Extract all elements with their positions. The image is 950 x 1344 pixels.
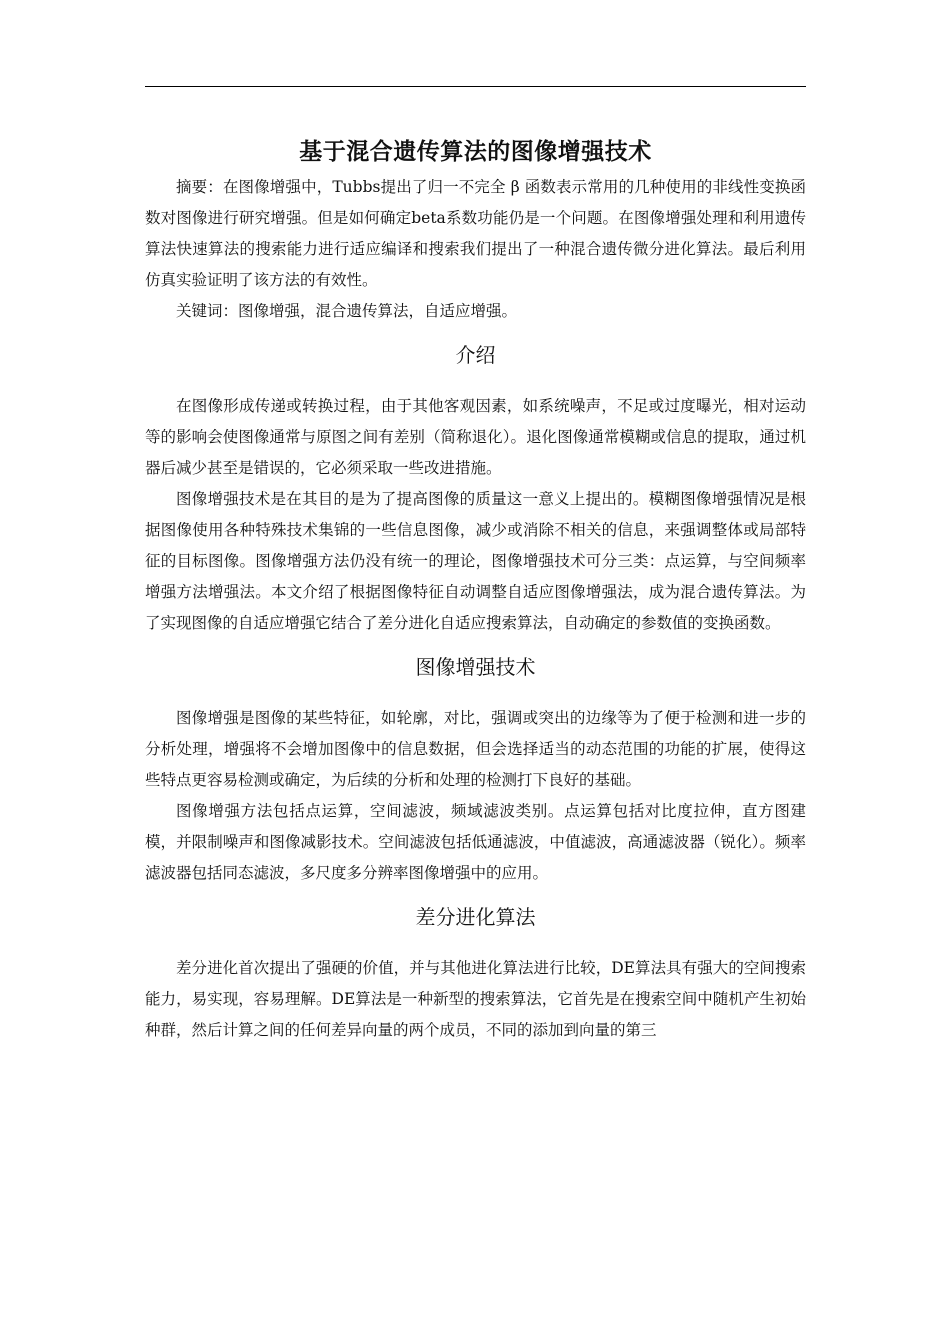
body-paragraph: 在图像形成传递或转换过程，由于其他客观因素，如系统噪声，不足或过度曝光，相对运动等的影响会使图像通常与原图之间有差别（简称退化）。退化图像通常模糊或信息的提取，通过机器后减少甚至是错误的，它必须采取一些改进措施。 [145, 397, 806, 477]
section-differential-evolution [145, 899, 806, 1046]
keywords-paragraph: 关键词：图像增强，混合遗传算法，自适应增强。 [176, 302, 518, 320]
document-body [145, 132, 806, 1046]
section-image-enhancement [145, 649, 806, 889]
section-introduction [145, 337, 806, 639]
body-paragraph: 图像增强方法包括点运算，空间滤波，频域滤波类别。点运算包括对比度拉伸，直方图建模，并限制噪声和图像减影技术。空间滤波包括低通滤波，中值滤波，高通滤波器（锐化）。频率滤波器包括同态滤波，多尺度多分辨率图像增强中的应用。 [145, 802, 806, 882]
section-heading: 图像增强技术 [415, 655, 536, 679]
body-paragraph: 差分进化首次提出了强硬的价值，并与其他进化算法进行比较，DE算法具有强大的空间搜索能力，易实现，容易理解。DE算法是一种新型的搜索算法，它首先是在搜索空间中随机产生初始种群，然后计算之间的任何差异向量的两个成员，不同的添加到向量的第三 [145, 959, 806, 1039]
section-heading: 差分进化算法 [415, 905, 536, 929]
abstract-paragraph: 摘要：在图像增强中，Tubbs提出了归一不完全 β 函数表示常用的几种使用的非线性变换函数对图像进行研究增强。但是如何确定beta系数功能仍是一个问题。在图像增强处理和利用遗传算法快速算法的搜索能力进行适应编译和搜索我们提出了一种混合遗传微分进化算法。最后利用仿真实验证明了该方法的有效性。 [145, 178, 806, 289]
document-title: 基于混合遗传算法的图像增强技术 [299, 138, 652, 165]
section-heading: 介绍 [455, 343, 496, 367]
body-paragraph: 图像增强技术是在其目的是为了提高图像的质量这一意义上提出的。模糊图像增强情况是根据图像使用各种特殊技术集锦的一些信息图像，减少或消除不相关的信息，来强调整体或局部特征的目标图像。图像增强方法仍没有统一的理论，图像增强技术可分三类：点运算，与空间频率增强方法增强法。本文介绍了根据图像特征自动调整自适应图像增强法，成为混合遗传算法。为了实现图像的自适应增强它结合了差分进化自适应搜索算法，自动确定的参数值的变换函数。 [145, 490, 806, 632]
header-rule [145, 86, 806, 87]
body-paragraph: 图像增强是图像的某些特征，如轮廓，对比，强调或突出的边缘等为了便于检测和进一步的分析处理，增强将不会增加图像中的信息数据，但会选择适当的动态范围的功能的扩展，使得这些特点更容易检测或确定，为后续的分析和处理的检测打下良好的基础。 [145, 709, 806, 789]
